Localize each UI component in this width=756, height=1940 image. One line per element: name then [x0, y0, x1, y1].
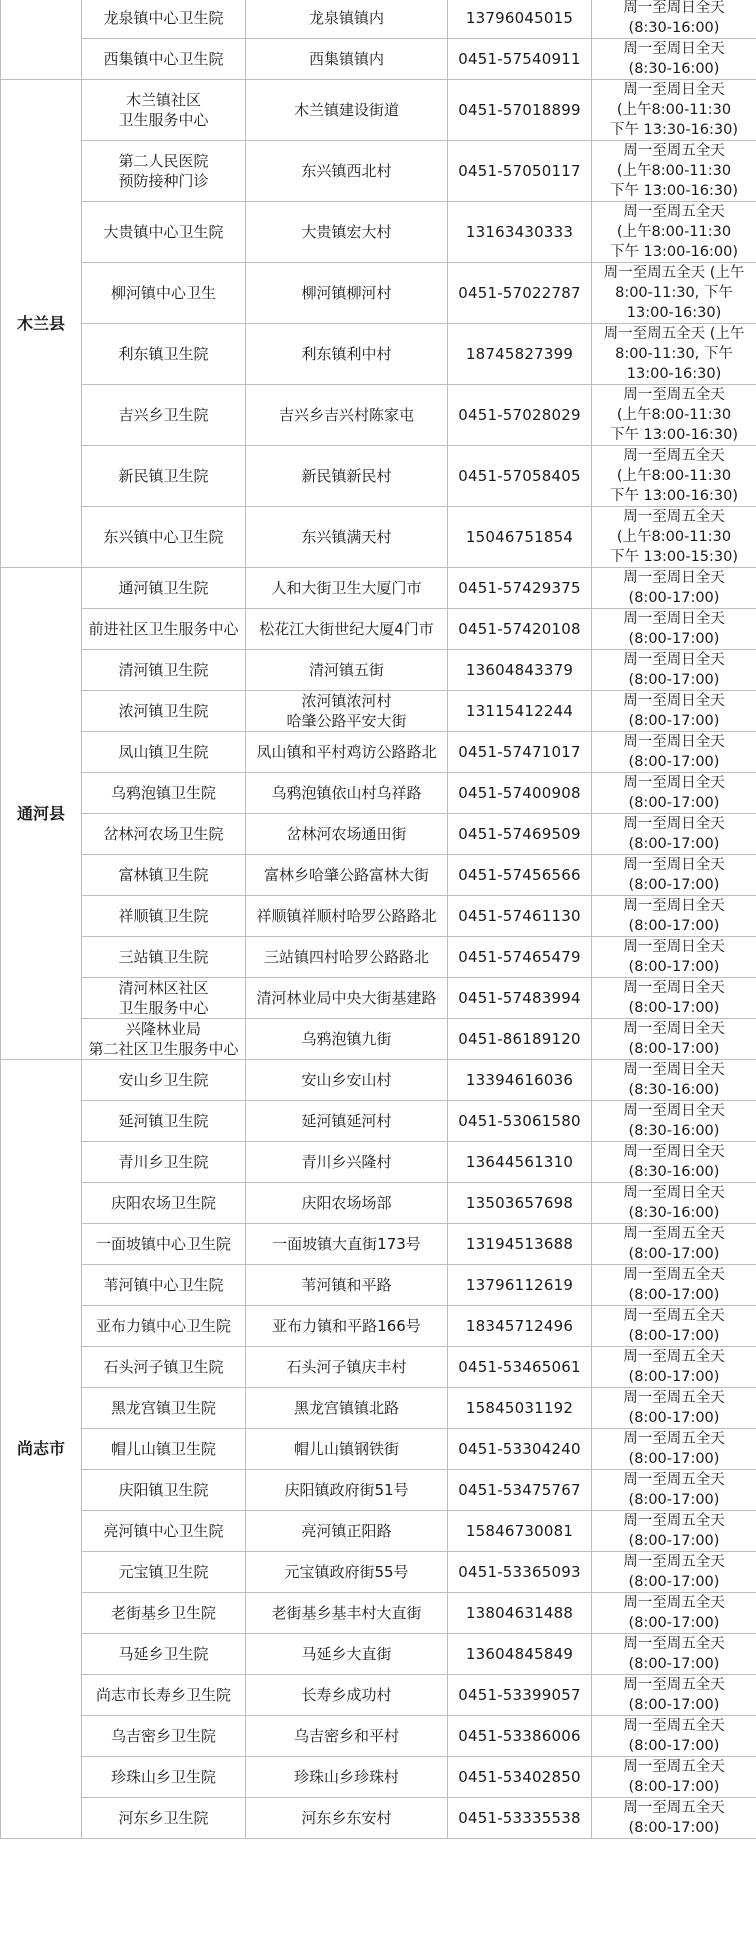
facility-name: 珍珠山乡卫生院 [82, 1757, 246, 1798]
table-row [1, 1593, 756, 1634]
table-body [1, 0, 756, 1839]
service-hours: 周一至周日全天 (8:00-17:00) [592, 773, 756, 814]
table-row [1, 732, 756, 773]
facility-address: 龙泉镇镇内 [246, 0, 448, 39]
facility-address: 珍珠山乡珍珠村 [246, 1757, 448, 1798]
facility-name: 清河林区社区 卫生服务中心 [82, 978, 246, 1019]
facility-phone: 0451-53399057 [448, 1675, 592, 1716]
facility-name: 利东镇卫生院 [82, 324, 246, 385]
facility-phone: 13604845849 [448, 1634, 592, 1675]
region-cell: 通河县 [1, 568, 82, 1060]
service-hours: 周一至周五全天 (8:00-17:00) [592, 1511, 756, 1552]
service-hours: 周一至周日全天 (8:30-16:00) [592, 39, 756, 80]
facility-address: 乌吉密乡和平村 [246, 1716, 448, 1757]
service-hours: 周一至周五全天 (8:00-17:00) [592, 1757, 756, 1798]
facility-name: 西集镇中心卫生院 [82, 39, 246, 80]
table-row [1, 1306, 756, 1347]
table-row [1, 324, 756, 385]
facility-name: 东兴镇中心卫生院 [82, 507, 246, 568]
service-hours: 周一至周五全天 (8:00-17:00) [592, 1552, 756, 1593]
service-hours: 周一至周日全天 (8:30-16:00) [592, 1142, 756, 1183]
facility-name: 河东乡卫生院 [82, 1798, 246, 1839]
facility-name: 浓河镇卫生院 [82, 691, 246, 732]
facility-address: 一面坡镇大直街173号 [246, 1224, 448, 1265]
service-hours: 周一至周五全天 (8:00-17:00) [592, 1429, 756, 1470]
table-row [1, 1798, 756, 1839]
facility-name: 乌鸦泡镇卫生院 [82, 773, 246, 814]
facility-address: 人和大街卫生大厦门市 [246, 568, 448, 609]
facility-phone: 0451-53061580 [448, 1101, 592, 1142]
facility-name: 通河镇卫生院 [82, 568, 246, 609]
service-hours: 周一至周日全天 (8:00-17:00) [592, 650, 756, 691]
facility-name: 马延乡卫生院 [82, 1634, 246, 1675]
table-row [1, 507, 756, 568]
table-row [1, 1511, 756, 1552]
facility-name: 一面坡镇中心卫生院 [82, 1224, 246, 1265]
facility-phone: 0451-57420108 [448, 609, 592, 650]
service-hours: 周一至周日全天 (8:30-16:00) [592, 1183, 756, 1224]
facility-address: 东兴镇西北村 [246, 141, 448, 202]
facility-phone: 13115412244 [448, 691, 592, 732]
facility-name: 元宝镇卫生院 [82, 1552, 246, 1593]
service-hours: 周一至周五全天 (8:00-17:00) [592, 1306, 756, 1347]
facility-name: 石头河子镇卫生院 [82, 1347, 246, 1388]
table-row [1, 1060, 756, 1101]
facility-name: 老街基乡卫生院 [82, 1593, 246, 1634]
facility-name: 新民镇卫生院 [82, 446, 246, 507]
facility-address: 大贵镇宏大村 [246, 202, 448, 263]
facility-phone: 0451-53386006 [448, 1716, 592, 1757]
service-hours: 周一至周五全天 (8:00-17:00) [592, 1593, 756, 1634]
facility-phone: 13163430333 [448, 202, 592, 263]
table-row [1, 609, 756, 650]
table-row [1, 978, 756, 1019]
service-hours: 周一至周日全天 (8:00-17:00) [592, 896, 756, 937]
region-cell: 木兰县 [1, 80, 82, 568]
table-row [1, 691, 756, 732]
table-row [1, 1019, 756, 1060]
facility-name: 大贵镇中心卫生院 [82, 202, 246, 263]
facility-address: 马延乡大直街 [246, 1634, 448, 1675]
service-hours: 周一至周五全天 (上午 8:00-11:30, 下午 13:00-16:30) [592, 263, 756, 324]
table-row [1, 80, 756, 141]
table-row [1, 0, 756, 39]
table-row [1, 1716, 756, 1757]
table-row [1, 1388, 756, 1429]
table-row [1, 568, 756, 609]
table-row [1, 896, 756, 937]
facility-address: 黑龙宫镇镇北路 [246, 1388, 448, 1429]
facility-phone: 0451-53304240 [448, 1429, 592, 1470]
facility-address: 长寿乡成功村 [246, 1675, 448, 1716]
table-row [1, 1265, 756, 1306]
service-hours: 周一至周日全天 (8:30-16:00) [592, 1060, 756, 1101]
service-hours: 周一至周五全天 (8:00-17:00) [592, 1265, 756, 1306]
service-hours: 周一至周五全天 (8:00-17:00) [592, 1798, 756, 1839]
facility-address: 亮河镇正阳路 [246, 1511, 448, 1552]
facility-name: 清河镇卫生院 [82, 650, 246, 691]
table-row [1, 1675, 756, 1716]
table-row [1, 39, 756, 80]
facility-address: 祥顺镇祥顺村哈罗公路路北 [246, 896, 448, 937]
facility-address: 岔林河农场通田街 [246, 814, 448, 855]
facility-phone: 0451-53402850 [448, 1757, 592, 1798]
service-hours: 周一至周日全天 (8:00-17:00) [592, 814, 756, 855]
facility-address: 利东镇利中村 [246, 324, 448, 385]
service-hours: 周一至周日全天 (8:00-17:00) [592, 855, 756, 896]
table-row [1, 202, 756, 263]
facility-name: 安山乡卫生院 [82, 1060, 246, 1101]
table-row [1, 1470, 756, 1511]
facility-name: 柳河镇中心卫生 [82, 263, 246, 324]
facility-phone: 13194513688 [448, 1224, 592, 1265]
facility-phone: 0451-57540911 [448, 39, 592, 80]
facility-name: 木兰镇社区 卫生服务中心 [82, 80, 246, 141]
facility-address: 清河林业局中央大街基建路 [246, 978, 448, 1019]
facility-name: 青川乡卫生院 [82, 1142, 246, 1183]
facility-name: 岔林河农场卫生院 [82, 814, 246, 855]
service-hours: 周一至周日全天 (8:00-17:00) [592, 732, 756, 773]
table-row [1, 1757, 756, 1798]
facility-name: 三站镇卫生院 [82, 937, 246, 978]
service-hours: 周一至周日全天 (上午8:00-11:30 下午 13:30-16:30) [592, 80, 756, 141]
facility-phone: 0451-57400908 [448, 773, 592, 814]
facility-name: 凤山镇卫生院 [82, 732, 246, 773]
table-row [1, 1101, 756, 1142]
service-hours: 周一至周五全天 (8:00-17:00) [592, 1224, 756, 1265]
facility-address: 庆阳镇政府街51号 [246, 1470, 448, 1511]
facility-phone: 0451-57471017 [448, 732, 592, 773]
facility-phone: 0451-53365093 [448, 1552, 592, 1593]
facility-address: 乌鸦泡镇九街 [246, 1019, 448, 1060]
facility-phone: 18345712496 [448, 1306, 592, 1347]
facility-phone: 13503657698 [448, 1183, 592, 1224]
service-hours: 周一至周日全天 (8:30-16:00) [592, 0, 756, 39]
table-row [1, 1183, 756, 1224]
service-hours: 周一至周五全天 (8:00-17:00) [592, 1347, 756, 1388]
facility-address: 柳河镇柳河村 [246, 263, 448, 324]
facility-name: 尚志市长寿乡卫生院 [82, 1675, 246, 1716]
facility-address: 清河镇五街 [246, 650, 448, 691]
facility-phone: 0451-57469509 [448, 814, 592, 855]
facility-address: 木兰镇建设街道 [246, 80, 448, 141]
facility-name: 第二人民医院 预防接种门诊 [82, 141, 246, 202]
facility-phone: 0451-57483994 [448, 978, 592, 1019]
facility-name: 庆阳镇卫生院 [82, 1470, 246, 1511]
facility-phone: 0451-53465061 [448, 1347, 592, 1388]
facility-phone: 15046751854 [448, 507, 592, 568]
service-hours: 周一至周五全天 (上午 8:00-11:30, 下午 13:00-16:30) [592, 324, 756, 385]
facility-address: 松花江大街世纪大厦4门市 [246, 609, 448, 650]
service-hours: 周一至周日全天 (8:00-17:00) [592, 609, 756, 650]
facility-phone: 0451-57465479 [448, 937, 592, 978]
table-row [1, 1224, 756, 1265]
facility-name: 兴隆林业局 第二社区卫生服务中心 [82, 1019, 246, 1060]
facility-phone: 13804631488 [448, 1593, 592, 1634]
facility-phone: 0451-57050117 [448, 141, 592, 202]
facility-address: 西集镇镇内 [246, 39, 448, 80]
facility-address: 延河镇延河村 [246, 1101, 448, 1142]
service-hours: 周一至周五全天 (8:00-17:00) [592, 1634, 756, 1675]
facility-address: 乌鸦泡镇依山村乌祥路 [246, 773, 448, 814]
table-row [1, 263, 756, 324]
facility-name: 庆阳农场卫生院 [82, 1183, 246, 1224]
facility-name: 亚布力镇中心卫生院 [82, 1306, 246, 1347]
facility-address: 元宝镇政府街55号 [246, 1552, 448, 1593]
facility-phone: 0451-57058405 [448, 446, 592, 507]
table-row [1, 446, 756, 507]
service-hours: 周一至周日全天 (8:00-17:00) [592, 568, 756, 609]
service-hours: 周一至周日全天 (8:00-17:00) [592, 691, 756, 732]
table-row [1, 1552, 756, 1593]
service-hours: 周一至周五全天 (上午8:00-11:30 下午 13:00-16:30) [592, 385, 756, 446]
facility-address: 苇河镇和平路 [246, 1265, 448, 1306]
table-row [1, 773, 756, 814]
table-row [1, 937, 756, 978]
facility-address: 新民镇新民村 [246, 446, 448, 507]
facility-address: 三站镇四村哈罗公路路北 [246, 937, 448, 978]
facility-name: 苇河镇中心卫生院 [82, 1265, 246, 1306]
facility-address: 庆阳农场场部 [246, 1183, 448, 1224]
service-hours: 周一至周日全天 (8:30-16:00) [592, 1101, 756, 1142]
facility-name: 富林镇卫生院 [82, 855, 246, 896]
facility-phone: 0451-53475767 [448, 1470, 592, 1511]
facility-address: 帽儿山镇钢铁街 [246, 1429, 448, 1470]
table-row [1, 1429, 756, 1470]
service-hours: 周一至周日全天 (8:00-17:00) [592, 937, 756, 978]
service-hours: 周一至周日全天 (8:00-17:00) [592, 1019, 756, 1060]
region-cell [1, 0, 82, 80]
facility-phone: 18745827399 [448, 324, 592, 385]
facility-address: 东兴镇满天村 [246, 507, 448, 568]
facility-name: 延河镇卫生院 [82, 1101, 246, 1142]
service-hours: 周一至周五全天 (8:00-17:00) [592, 1675, 756, 1716]
facility-phone: 0451-86189120 [448, 1019, 592, 1060]
service-hours: 周一至周五全天 (上午8:00-11:30 下午 13:00-16:30) [592, 446, 756, 507]
service-hours: 周一至周五全天 (8:00-17:00) [592, 1388, 756, 1429]
facility-phone: 0451-57461130 [448, 896, 592, 937]
table-row [1, 1142, 756, 1183]
facility-address: 安山乡安山村 [246, 1060, 448, 1101]
service-hours: 周一至周五全天 (8:00-17:00) [592, 1716, 756, 1757]
facility-address: 亚布力镇和平路166号 [246, 1306, 448, 1347]
facility-phone: 13796045015 [448, 0, 592, 39]
facility-name: 前进社区卫生服务中心 [82, 609, 246, 650]
facility-address: 浓河镇浓河村 哈肇公路平安大街 [246, 691, 448, 732]
service-hours: 周一至周五全天 (上午8:00-11:30 下午 13:00-16:30) [592, 141, 756, 202]
facility-address: 石头河子镇庆丰村 [246, 1347, 448, 1388]
region-cell: 尚志市 [1, 1060, 82, 1839]
facility-phone: 0451-57022787 [448, 263, 592, 324]
facility-phone: 13644561310 [448, 1142, 592, 1183]
facility-phone: 15845031192 [448, 1388, 592, 1429]
facility-name: 乌吉密乡卫生院 [82, 1716, 246, 1757]
facility-phone: 0451-57028029 [448, 385, 592, 446]
facility-address: 老街基乡基丰村大直街 [246, 1593, 448, 1634]
facility-phone: 15846730081 [448, 1511, 592, 1552]
service-hours: 周一至周五全天 (8:00-17:00) [592, 1470, 756, 1511]
facility-phone: 13394616036 [448, 1060, 592, 1101]
facility-address: 青川乡兴隆村 [246, 1142, 448, 1183]
table-row [1, 650, 756, 691]
facility-address: 吉兴乡吉兴村陈家屯 [246, 385, 448, 446]
facility-name: 祥顺镇卫生院 [82, 896, 246, 937]
facility-address: 富林乡哈肇公路富林大街 [246, 855, 448, 896]
facility-phone: 13604843379 [448, 650, 592, 691]
table-row [1, 385, 756, 446]
facility-phone: 0451-53335538 [448, 1798, 592, 1839]
facility-address: 凤山镇和平村鸡访公路路北 [246, 732, 448, 773]
facility-name: 亮河镇中心卫生院 [82, 1511, 246, 1552]
table-row [1, 1634, 756, 1675]
facility-name: 吉兴乡卫生院 [82, 385, 246, 446]
table-row [1, 814, 756, 855]
table-row [1, 1347, 756, 1388]
facility-name: 黑龙宫镇卫生院 [82, 1388, 246, 1429]
table-row [1, 855, 756, 896]
facility-phone: 0451-57456566 [448, 855, 592, 896]
facility-phone: 0451-57018899 [448, 80, 592, 141]
facility-phone: 13796112619 [448, 1265, 592, 1306]
facility-name: 龙泉镇中心卫生院 [82, 0, 246, 39]
table-row [1, 141, 756, 202]
service-hours: 周一至周五全天 (上午8:00-11:30 下午 13:00-16:00) [592, 202, 756, 263]
facility-name: 帽儿山镇卫生院 [82, 1429, 246, 1470]
service-hours: 周一至周日全天 (8:00-17:00) [592, 978, 756, 1019]
facility-phone: 0451-57429375 [448, 568, 592, 609]
facility-address: 河东乡东安村 [246, 1798, 448, 1839]
service-hours: 周一至周五全天 (上午8:00-11:30 下午 13:00-15:30) [592, 507, 756, 568]
